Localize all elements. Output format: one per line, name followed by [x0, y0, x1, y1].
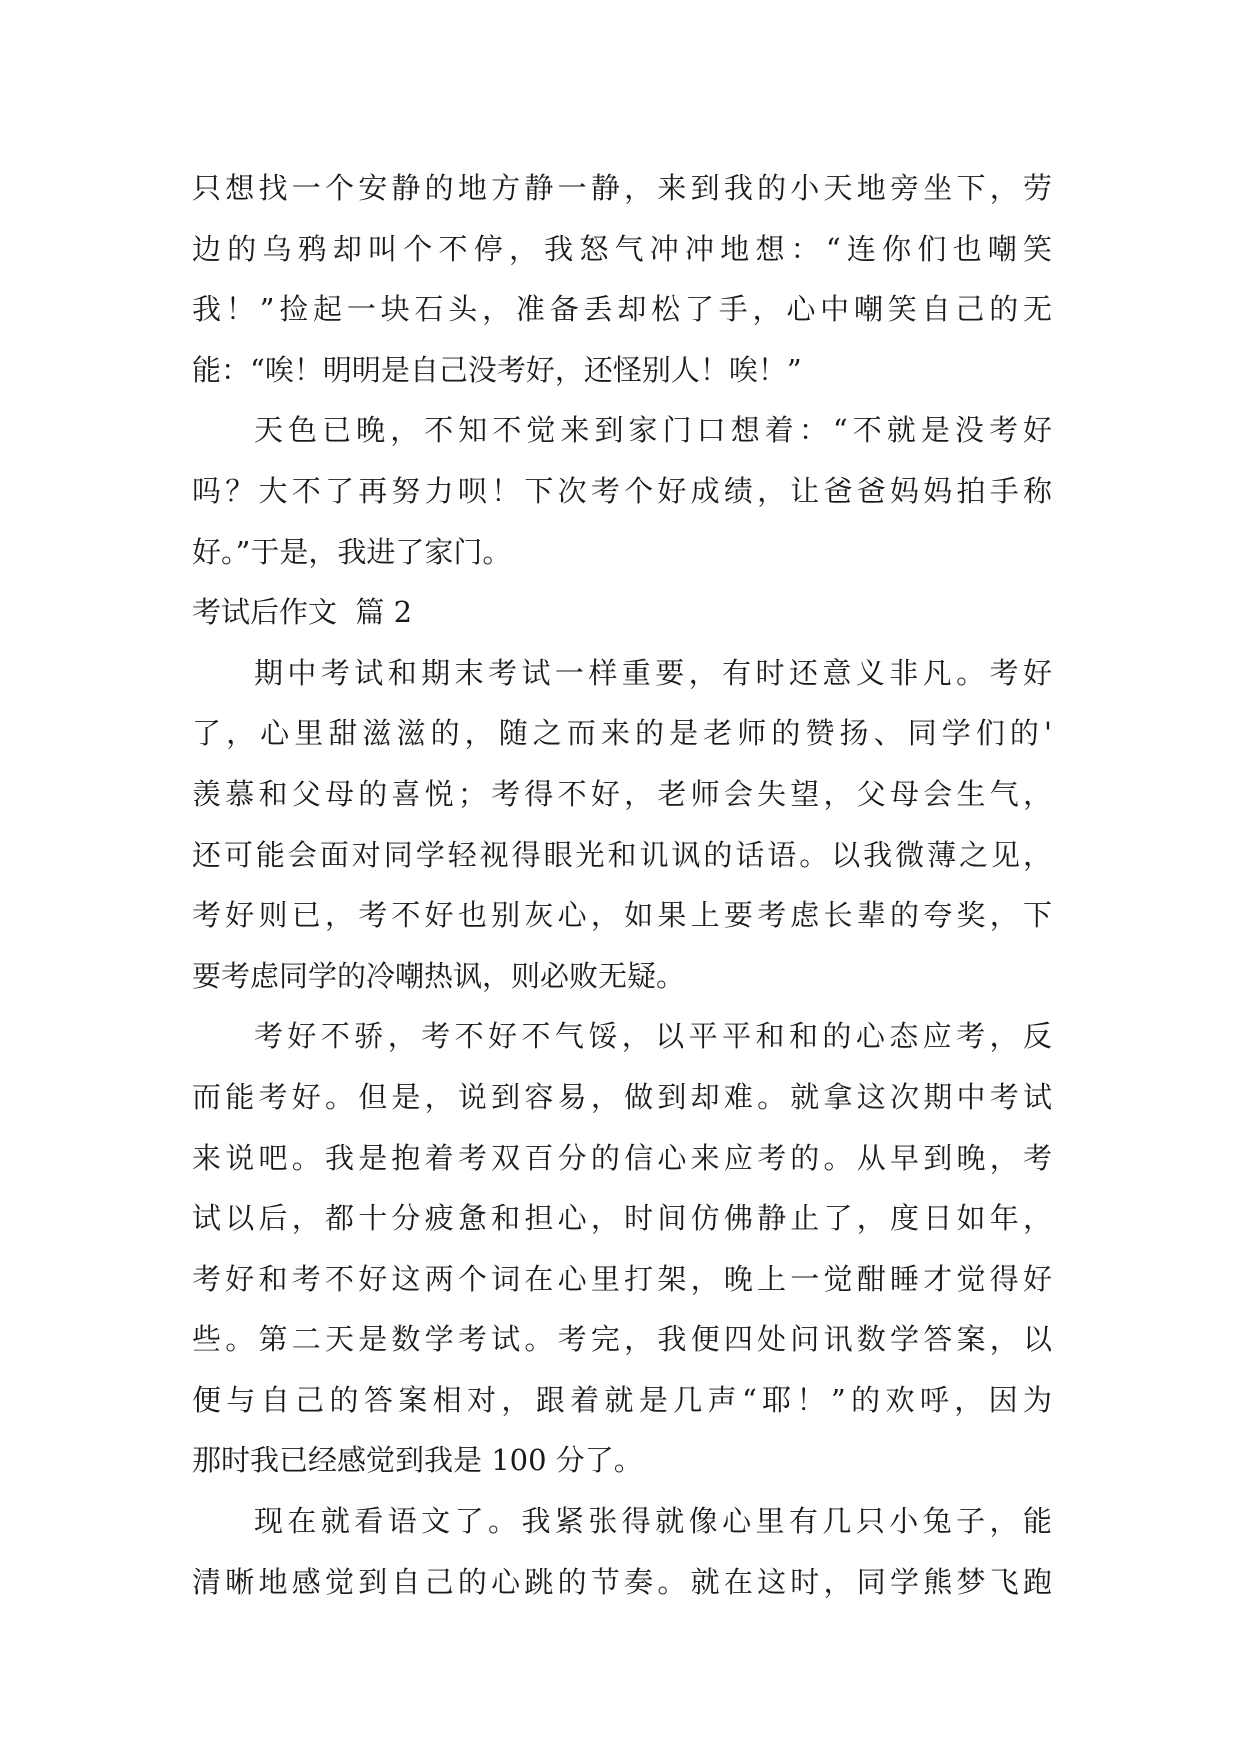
text-line: 好。”于是，我进了家门。: [192, 534, 512, 569]
text-line: 吗？大不了再努力呗！下次考个好成绩，让爸爸妈妈拍手称: [192, 473, 1052, 508]
text-line: 清晰地感觉到自己的心跳的节奏。就在这时，同学熊梦飞跑: [192, 1564, 1052, 1599]
text-line: 考好不骄，考不好不气馁，以平平和和的心态应考，反: [254, 1019, 1052, 1054]
paragraph: [192, 643, 1052, 1007]
text-line: 要考虑同学的冷嘲热讽，则必败无疑。: [192, 958, 686, 993]
paragraph: [192, 400, 1052, 582]
text-line: 天色已晚，不知不觉来到家门口想着：“不就是没考好: [254, 413, 1052, 448]
paragraph: [192, 1006, 1052, 1491]
text-line: 还可能会面对同学轻视得眼光和讥讽的话语。以我微薄之见，: [192, 837, 1052, 872]
paragraph: [192, 1491, 1052, 1612]
text-line: 来说吧。我是抱着考双百分的信心来应考的。从早到晚，考: [192, 1140, 1052, 1175]
text-line: 现在就看语文了。我紧张得就像心里有几只小兔子，能: [254, 1504, 1052, 1539]
text-line: 只想找一个安静的地方静一静，来到我的小天地旁坐下，劳: [192, 171, 1052, 205]
text-line: 考好和考不好这两个词在心里打架，晚上一觉酣睡才觉得好: [192, 1261, 1052, 1296]
document-body: [192, 158, 1052, 1612]
paragraph: [192, 158, 1052, 400]
text-line: 便与自己的答案相对，跟着就是几声“耶！”的欢呼，因为: [192, 1382, 1052, 1417]
text-line: 羡慕和父母的喜悦；考得不好，老师会失望，父母会生气，: [192, 776, 1052, 811]
text-line: 了，心里甜滋滋的，随之而来的是老师的赞扬、同学们的': [192, 716, 1052, 751]
section-heading: 考试后作文 篇 2: [192, 595, 413, 630]
text-line: 些。第二天是数学考试。考完，我便四处问讯数学答案，以: [192, 1322, 1052, 1357]
text-line: 能：“唉！明明是自己没考好，还怪别人！唉！”: [192, 352, 802, 387]
text-line: 而能考好。但是，说到容易，做到却难。就拿这次期中考试: [192, 1079, 1052, 1114]
text-line: 我！”捡起一块石头，准备丢却松了手，心中嘲笑自己的无: [192, 292, 1052, 327]
text-line: 试以后，都十分疲惫和担心，时间仿佛静止了，度日如年，: [192, 1201, 1052, 1236]
text-line: 期中考试和期末考试一样重要，有时还意义非凡。考好: [254, 655, 1052, 690]
text-line: 那时我已经感觉到我是 100 分了。: [192, 1443, 643, 1478]
text-line: 边的乌鸦却叫个不停，我怒气冲冲地想：“连你们也嘲笑: [192, 231, 1052, 266]
text-line: 考好则已，考不好也别灰心，如果上要考虑长辈的夸奖，下: [192, 898, 1052, 933]
